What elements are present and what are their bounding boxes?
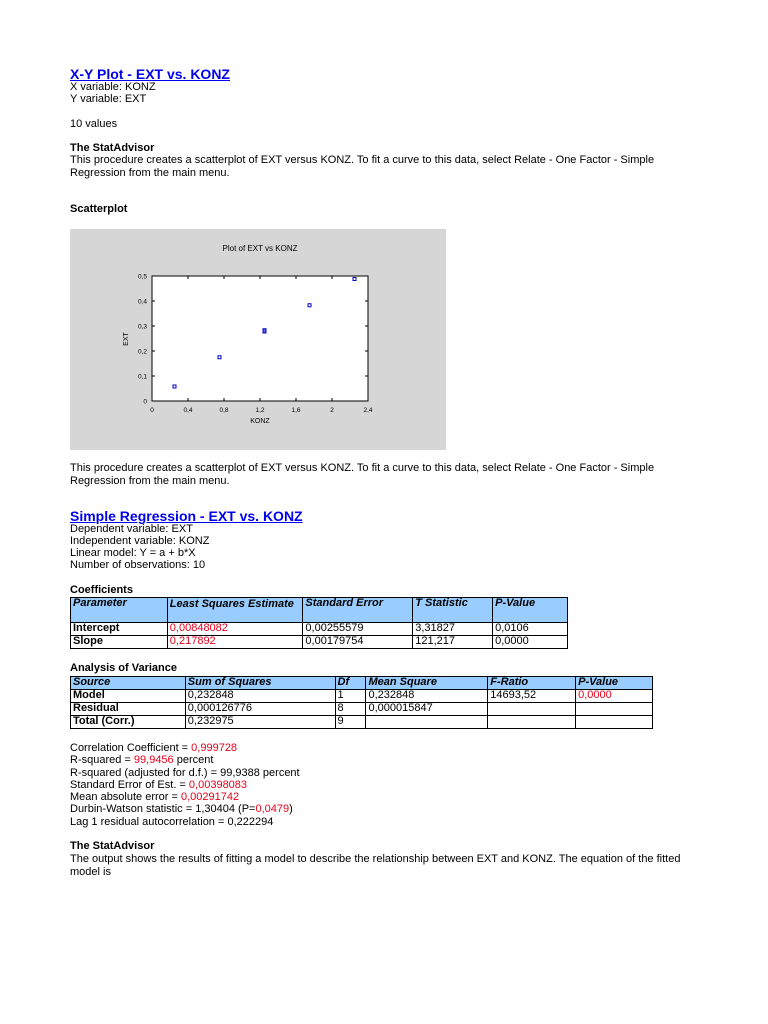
table-header-row (71, 677, 653, 690)
statadvisor-heading: The StatAdvisor (70, 142, 155, 154)
y-variable-text: Y variable: EXT (70, 93, 147, 105)
stat-suffix: percent (173, 754, 214, 766)
correlation-coefficient-line (70, 742, 237, 754)
table-cell: 9 (335, 716, 366, 729)
table-cell: 0,0106 (493, 623, 568, 636)
statadvisor-text: This procedure creates a scatterplot of EXT versus KONZ. To fit a curve to this data, select Relate - One Factor - Simple Regression from the main menu. (70, 154, 655, 179)
column-header: Parameter (71, 598, 168, 623)
stat-label: Correlation Coefficient = (70, 742, 192, 754)
table-cell (366, 716, 488, 729)
independent-variable-text: Independent variable: KONZ (70, 535, 210, 547)
column-header: Least Squares Estimate (167, 598, 303, 623)
table-cell: 0,000126776 (185, 703, 335, 716)
x-axis-label: KONZ (250, 418, 270, 425)
r-squared-line (70, 754, 213, 766)
stat-value: 0,0479 (255, 803, 290, 815)
durbin-watson-line (70, 803, 293, 815)
stat-label: Standard Error of Est. = (70, 779, 189, 791)
stat-value: 0,00398083 (188, 779, 248, 791)
column-header: Mean Square (366, 677, 488, 690)
anova-table (70, 676, 653, 729)
table-cell: 0,232848 (185, 690, 335, 703)
mean-absolute-error-line (70, 791, 239, 803)
stat-label: R-squared = (70, 754, 134, 766)
table-cell: 0,232848 (366, 690, 488, 703)
table-cell: 3,31827 (413, 623, 493, 636)
standard-error-line (70, 779, 247, 791)
table-header-row (71, 598, 568, 623)
table-cell: 0,232975 (185, 716, 335, 729)
x-variable-text: X variable: KONZ (70, 81, 156, 93)
column-header: F-Ratio (488, 677, 576, 690)
table-row (71, 716, 653, 729)
observations-count-text: Number of observations: 10 (70, 559, 206, 571)
table-cell: 0,000015847 (366, 703, 488, 716)
table-cell: 0,00255579 (303, 623, 413, 636)
table-cell: 0,00848082 (167, 623, 303, 636)
x-tick-label: 2,4 (363, 407, 373, 414)
table-cell (488, 716, 576, 729)
coefficients-table (70, 597, 568, 649)
chart-title: Plot of EXT vs KONZ (222, 244, 298, 253)
lag-autocorrelation-line: Lag 1 residual autocorrelation = 0,222294 (70, 816, 274, 828)
table-cell: 0,0000 (493, 636, 568, 649)
xy-plot-title-link[interactable]: X-Y Plot - EXT vs. KONZ (70, 66, 230, 82)
table-cell (576, 703, 653, 716)
table-cell: 8 (335, 703, 366, 716)
table-row (71, 623, 568, 636)
scatterplot-chart (70, 229, 446, 450)
linear-model-text: Linear model: Y = a + b*X (70, 547, 196, 559)
scatterplot-heading: Scatterplot (70, 203, 128, 215)
simple-regression-title-link[interactable]: Simple Regression - EXT vs. KONZ (70, 508, 303, 524)
x-tick-label: 0,4 (183, 407, 193, 414)
y-tick-label: 0 (143, 398, 147, 406)
y-tick-label: 0,5 (137, 273, 147, 281)
coefficients-heading: Coefficients (70, 584, 133, 596)
stat-value: 0,999728 (191, 742, 238, 754)
stat-label: Durbin-Watson statistic = 1,30404 (P= (70, 803, 256, 815)
x-tick-label: 1,6 (291, 407, 301, 414)
column-header: Source (71, 677, 186, 690)
y-axis-label: EXT (123, 332, 130, 346)
table-row (71, 690, 653, 703)
plot-area (152, 276, 368, 401)
table-cell (488, 703, 576, 716)
table-row (71, 636, 568, 649)
stat-value: 0,00291742 (180, 791, 240, 803)
table-cell: 0,00179754 (303, 636, 413, 649)
y-tick-label: 0,1 (137, 373, 147, 381)
stat-label: Mean absolute error = (70, 791, 181, 803)
table-cell: 0,217892 (167, 636, 303, 649)
column-header: P-Value (576, 677, 653, 690)
row-header: Residual (71, 703, 186, 716)
x-tick-label: 0 (150, 407, 154, 414)
table-cell: 0,0000 (576, 690, 653, 703)
dependent-variable-text: Dependent variable: EXT (70, 523, 193, 535)
values-count-text: 10 values (70, 118, 118, 130)
row-header: Slope (71, 636, 168, 649)
x-tick-label: 2 (330, 407, 334, 414)
column-header: Standard Error (303, 598, 413, 623)
x-tick-label: 1,2 (255, 407, 265, 414)
r-squared-adjusted-line: R-squared (adjusted for d.f.) = 99,9388 percent (70, 767, 300, 779)
row-header: Intercept (71, 623, 168, 636)
table-cell (576, 716, 653, 729)
y-tick-label: 0,2 (137, 348, 147, 356)
table-cell: 1 (335, 690, 366, 703)
table-cell: 14693,52 (488, 690, 576, 703)
statadvisor-heading: The StatAdvisor (70, 840, 155, 852)
stat-suffix: ) (289, 803, 293, 815)
column-header: P-Value (493, 598, 568, 623)
anova-heading: Analysis of Variance (70, 662, 177, 674)
column-header: T Statistic (413, 598, 493, 623)
stat-value: 99,9456 (133, 754, 174, 766)
scatterplot-figure (70, 229, 446, 450)
column-header: Sum of Squares (185, 677, 335, 690)
row-header: Total (Corr.) (71, 716, 186, 729)
y-tick-label: 0,3 (137, 323, 147, 331)
statadvisor-text: The output shows the results of fitting a model to describe the relationship between EXT and KONZ. The equation of the fitted model is (70, 853, 681, 878)
scatterplot-description: This procedure creates a scatterplot of EXT versus KONZ. To fit a curve to this data, select Relate - One Factor - Simple Regression from the main menu. (70, 462, 655, 487)
y-tick-label: 0,4 (137, 298, 147, 306)
row-header: Model (71, 690, 186, 703)
table-row (71, 703, 653, 716)
x-tick-label: 0,8 (219, 407, 229, 414)
column-header: Df (335, 677, 366, 690)
table-cell: 121,217 (413, 636, 493, 649)
